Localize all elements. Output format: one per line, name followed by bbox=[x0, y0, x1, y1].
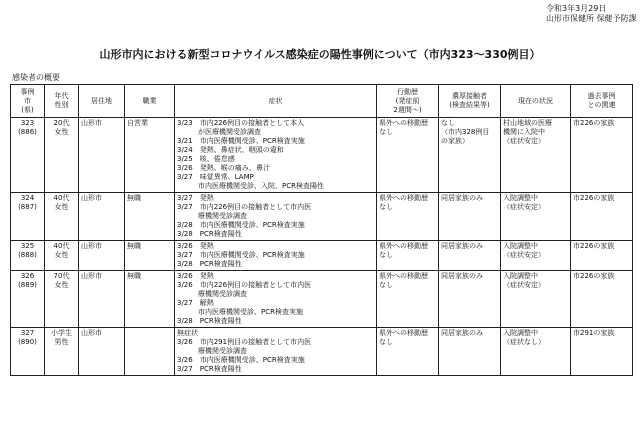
text-line: 療機関受診調査 bbox=[177, 347, 247, 355]
text-line: 3/26 市内医療機関受診、PCR検査実施 bbox=[177, 356, 305, 364]
text-line: 濃厚接触者 bbox=[452, 92, 487, 100]
text-line: 市内医療機関受診、入院、PCR検査陽性 bbox=[177, 182, 324, 190]
text-line: 327 bbox=[20, 329, 35, 337]
symptoms-cell bbox=[175, 271, 377, 328]
text-line: 3/28 PCR検査陽性 bbox=[177, 317, 242, 325]
text-line: 40代 bbox=[53, 242, 70, 250]
status-cell bbox=[501, 271, 571, 328]
text-line: 3/26 市内291例目の接触者として市内医 bbox=[177, 338, 312, 346]
text-line: 療機関受診調査 bbox=[177, 212, 247, 220]
section-heading: 感染者の概要 bbox=[12, 73, 60, 82]
table-row bbox=[11, 118, 633, 193]
text-line: 20代 bbox=[53, 119, 70, 127]
col-relation bbox=[571, 85, 633, 118]
text-line: 3/24 発熱、鼻症状、咽頭の違和 bbox=[177, 146, 284, 154]
text-line: （症状安定） bbox=[503, 203, 545, 211]
text-line: (検査結果等) bbox=[449, 101, 490, 109]
text-line: 入院調整中 bbox=[503, 242, 538, 250]
case-cell bbox=[11, 241, 45, 271]
relation-cell: 市226の家族 bbox=[571, 118, 633, 193]
issuing-department: 山形市保健所 保健予防課 bbox=[546, 14, 637, 23]
text-line: 県外への移動歴 bbox=[379, 329, 428, 337]
text-line: 小学生 bbox=[51, 329, 72, 337]
text-line: 3/26 発熱、喉の痛み、鼻汁 bbox=[177, 164, 271, 172]
text-line: なし bbox=[379, 338, 393, 346]
status-cell bbox=[501, 193, 571, 241]
text-line: 3/26 発熱 bbox=[177, 272, 214, 280]
case-cell bbox=[11, 193, 45, 241]
col-status: 現在の状況 bbox=[501, 85, 571, 118]
relation-cell: 市226の家族 bbox=[571, 271, 633, 328]
symptoms-cell bbox=[175, 241, 377, 271]
text-line: 無症状 bbox=[177, 329, 198, 337]
text-line: 県外への移動歴 bbox=[379, 119, 428, 127]
text-line: 3/27 発熱 bbox=[177, 194, 214, 202]
text-line: 県外への移動歴 bbox=[379, 194, 428, 202]
contacts-cell bbox=[377, 328, 439, 376]
text-line: 入院調整中 bbox=[503, 272, 538, 280]
text-line: 入院調整中 bbox=[503, 194, 538, 202]
text-line: 3/23 市内226例目の接触者として本人 bbox=[177, 119, 305, 127]
text-line: 女性 bbox=[54, 251, 69, 259]
text-line: 同居家族のみ bbox=[441, 329, 483, 337]
relation-cell: 市291の家族 bbox=[571, 328, 633, 376]
text-line: 同居家族のみ bbox=[441, 242, 483, 250]
text-line: 療機関受診調査 bbox=[177, 290, 247, 298]
text-line: なし bbox=[379, 203, 393, 211]
text-line: 性別 bbox=[54, 101, 69, 109]
text-line: 323 bbox=[20, 119, 35, 127]
occupation-cell: 無職 bbox=[125, 241, 175, 271]
text-line: 3/28 市内医療機関受診、PCR検査実施 bbox=[177, 221, 305, 229]
col-close-contacts bbox=[439, 85, 501, 118]
text-line: なし bbox=[379, 281, 393, 289]
text-line: (890) bbox=[18, 338, 37, 346]
close-contacts-cell bbox=[439, 241, 501, 271]
age-sex-cell bbox=[45, 271, 79, 328]
text-line: 入院調整中 bbox=[503, 329, 538, 337]
text-line: なし bbox=[379, 251, 393, 259]
relation-cell: 市226の家族 bbox=[571, 193, 633, 241]
text-line: （症状安定） bbox=[503, 251, 545, 259]
text-line: (886) bbox=[18, 128, 37, 136]
status-cell bbox=[501, 118, 571, 193]
status-cell bbox=[501, 328, 571, 376]
text-line: 事例 bbox=[20, 87, 35, 96]
text-line: 3/27 市内医療機関受診、PCR検査実施 bbox=[177, 251, 305, 259]
contacts-cell bbox=[377, 193, 439, 241]
document-title: 山形市内における新型コロナウイルス感染症の陽性事例について（市内323〜330例目） bbox=[99, 48, 541, 61]
table-row bbox=[11, 241, 633, 271]
text-line: 3/27 市内226例目の接触者として市内医 bbox=[177, 203, 312, 211]
symptoms-cell bbox=[175, 193, 377, 241]
residence-cell: 山形市 bbox=[79, 241, 125, 271]
close-contacts-cell bbox=[439, 118, 501, 193]
residence-cell: 山形市 bbox=[79, 328, 125, 376]
col-symptoms: 症状 bbox=[175, 85, 377, 118]
text-line: 市内医療機関受診、PCR検査実施 bbox=[177, 308, 303, 316]
text-line: 同居家族のみ bbox=[441, 194, 483, 202]
text-line: 県外への移動歴 bbox=[379, 272, 428, 280]
text-line: なし bbox=[441, 119, 455, 127]
symptoms-cell bbox=[175, 118, 377, 193]
text-line: 男性 bbox=[54, 338, 69, 346]
text-line: との関連 bbox=[587, 101, 616, 109]
header-block bbox=[546, 4, 637, 24]
issue-date: 令和3年3月29日 bbox=[546, 4, 607, 13]
table-row bbox=[11, 328, 633, 376]
text-line: 年代 bbox=[54, 92, 69, 100]
close-contacts-cell bbox=[439, 193, 501, 241]
text-line: 40代 bbox=[53, 194, 70, 202]
text-line: 2週間〜) bbox=[393, 105, 422, 114]
text-line: （症状安定） bbox=[503, 137, 545, 145]
case-cell bbox=[11, 271, 45, 328]
case-table bbox=[10, 84, 633, 376]
close-contacts-cell bbox=[439, 328, 501, 376]
age-sex-cell bbox=[45, 328, 79, 376]
text-line: 女性 bbox=[54, 281, 69, 289]
occupation-cell: 無職 bbox=[125, 193, 175, 241]
occupation-cell: 自営業 bbox=[125, 118, 175, 193]
text-line: 70代 bbox=[53, 272, 70, 280]
col-occupation: 職業 bbox=[125, 85, 175, 118]
text-line: なし bbox=[379, 128, 393, 136]
text-line: （症状なし） bbox=[503, 338, 545, 346]
age-sex-cell bbox=[45, 118, 79, 193]
case-cell bbox=[11, 328, 45, 376]
text-line: （症状安定） bbox=[503, 281, 545, 289]
close-contacts-cell bbox=[439, 271, 501, 328]
text-line: (県) bbox=[21, 105, 34, 114]
text-line: 3/27 味覚異常、LAMP bbox=[177, 173, 254, 181]
contacts-cell bbox=[377, 271, 439, 328]
status-cell bbox=[501, 241, 571, 271]
text-line: 女性 bbox=[54, 203, 69, 211]
text-line: (発症前 bbox=[395, 96, 420, 105]
text-line: 県外への移動歴 bbox=[379, 242, 428, 250]
text-line: 同居家族のみ bbox=[441, 272, 483, 280]
text-line: 326 bbox=[20, 272, 35, 280]
contacts-cell bbox=[377, 241, 439, 271]
text-line: 3/25 咳、倦怠感 bbox=[177, 155, 235, 163]
case-cell bbox=[11, 118, 45, 193]
symptoms-cell bbox=[175, 328, 377, 376]
text-line: 村山地域の医療 bbox=[503, 119, 552, 127]
text-line: 3/28 PCR検査陽性 bbox=[177, 260, 242, 268]
text-line: 3/27 解熱 bbox=[177, 299, 214, 307]
contacts-cell bbox=[377, 118, 439, 193]
col-contacts bbox=[377, 85, 439, 118]
text-line: 3/26 市内226例目の接触者として市内医 bbox=[177, 281, 312, 289]
residence-cell: 山形市 bbox=[79, 271, 125, 328]
text-line: の家族） bbox=[441, 137, 469, 145]
table-header-row bbox=[11, 85, 633, 118]
age-sex-cell bbox=[45, 241, 79, 271]
text-line: （市内328例目 bbox=[441, 128, 490, 136]
text-line: (889) bbox=[18, 281, 37, 289]
table-row bbox=[11, 271, 633, 328]
col-case-no bbox=[11, 85, 45, 118]
text-line: (887) bbox=[18, 203, 37, 211]
text-line: が医療機関受診調査 bbox=[177, 128, 261, 136]
table-row bbox=[11, 193, 633, 241]
text-line: (888) bbox=[18, 251, 37, 259]
text-line: 過去事例 bbox=[587, 92, 616, 100]
relation-cell: 市226の家族 bbox=[571, 241, 633, 271]
text-line: 3/26 発熱 bbox=[177, 242, 214, 250]
text-line: 325 bbox=[20, 242, 35, 250]
occupation-cell bbox=[125, 328, 175, 376]
occupation-cell: 無職 bbox=[125, 271, 175, 328]
text-line: 3/21 市内医療機関受診、PCR検査実施 bbox=[177, 137, 305, 145]
text-line: 機関に入院中 bbox=[503, 128, 545, 136]
text-line: 3/28 PCR検査陽性 bbox=[177, 230, 242, 238]
residence-cell: 山形市 bbox=[79, 118, 125, 193]
col-age-sex bbox=[45, 85, 79, 118]
age-sex-cell bbox=[45, 193, 79, 241]
text-line: 324 bbox=[20, 194, 35, 202]
text-line: 女性 bbox=[54, 128, 69, 136]
text-line: 3/27 PCR検査陽性 bbox=[177, 365, 242, 373]
residence-cell: 山形市 bbox=[79, 193, 125, 241]
text-line: 市 bbox=[24, 96, 31, 105]
col-residence: 居住地 bbox=[79, 85, 125, 118]
text-line: 行動歴 bbox=[397, 87, 418, 96]
